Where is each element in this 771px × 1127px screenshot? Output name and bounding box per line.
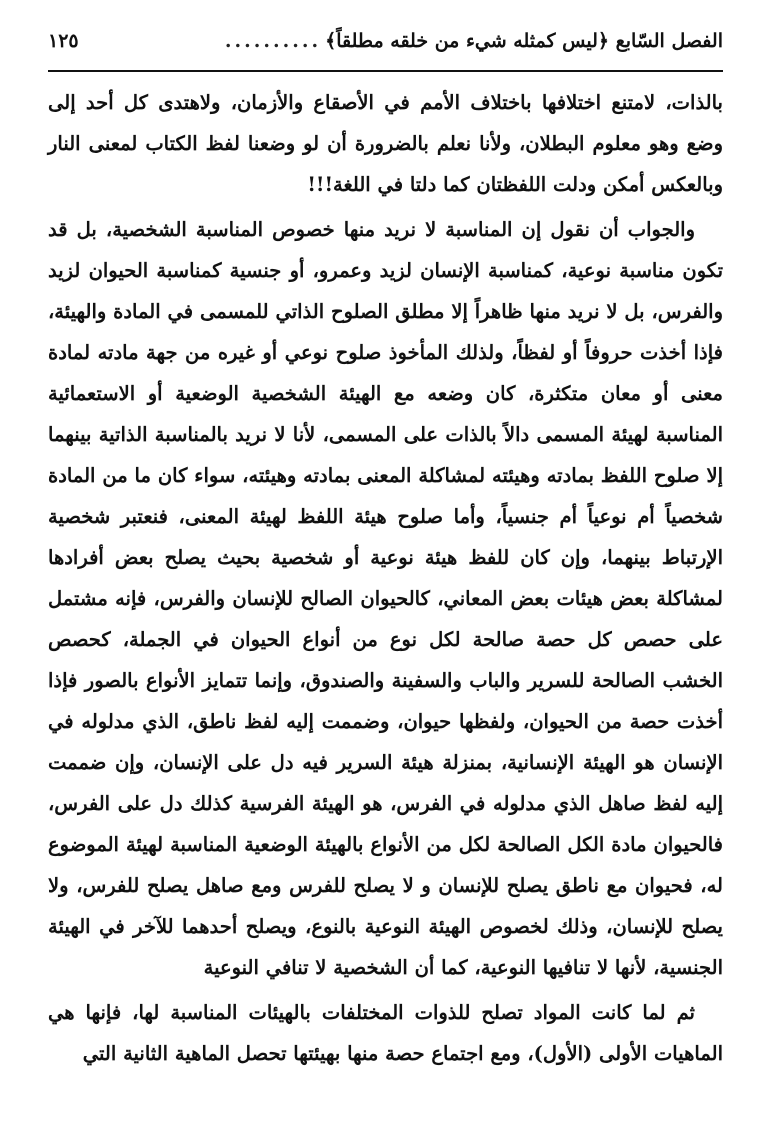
- running-head: [48, 30, 723, 70]
- chapter-title: الفصل السّابع ﴿ليس كمثله شيء من خلقه مطلقاً﴾: [325, 30, 723, 52]
- paragraph-answer: والجواب أن نقول إن المناسبة لا نريد منها خصوص المناسبة الشخصية، بل قد تكون مناسبة نوعية، كمناسبة الإنسان لزيد وعمرو، أو جنسية كمناسبة الحيوان لزيد والفرس، بل لا نريد منها ظاهراً إلا مطلق الصلوح الذاتي للمسمى في المادة والهيئة، فإذا أخذت حروفاً أو لفظاً، ولذلك المأخوذ صلوح نوعي أو غيره من جهة مادته لمادة معنى أو معان متكثرة، كان وضعه مع الهيئة الشخصية الوضعية أو الاستعمائية المناسبة لهيئة المسمى دالاً بالذات على المسمى، لأنا لا نريد بالمناسبة الذاتية بينهما إلا صلوح اللفظ بمادته وهيئته لمشاكلة المعنى بمادته وهيئته، سواء كان ما من المادة شخصياً أم نوعياً أم جنسياً، وأما صلوح هيئة اللفظ لهيئة المعنى، فنعتبر شخصية الإرتباط بينهما، وإن كان للفظ هيئة نوعية أو شخصية بحيث يصلح بعض أفرادها لمشاكلة بعض هيئات بعض المعاني، كالحيوان الصالح للإنسان والفرس، فإنه مشتمل على حصص كل حصة صالحة لكل نوع من أنواع الحيوان في الجملة، كحصص الخشب الصالحة للسرير والباب والسفينة والصندوق، وإنما تتمايز الأنواع بالصور فإذا أخذت حصة من الحيوان، ولفظها حيوان، وضممت إليه لفظ ناطق، الذي مدلوله في الإنسان هو الهيئة الإنسانية، بمنزلة هيئة السرير فيه دل على الإنسان، وإن ضممت إليه لفظ صاهل الذي مدلوله في الفرس، هو الهيئة الفرسية كذلك دل على الفرس، فالحيوان مادة الكل الصالحة لكل من الأنواع بالهيئة الوضعية المناسبة لهيئة الموضوع له، فحيوان مع ناطق يصلح للإنسان و لا يصلح للفرس ومع صاهل يصلح للفرس، ولا يصلح للإنسان، وذلك لخصوص الهيئة النوعية بالنوع، ويصلح أحدهما للآخر في الهيئة الجنسية، لأنها لا تنافيها النوعية، كما أن الشخصية لا تنافي النوعية: [48, 218, 723, 979]
- body-text: [48, 82, 723, 1074]
- header-rule: [48, 70, 723, 72]
- paragraph-continued: بالذات، لامتنع اختلافها باختلاف الأمم في الأصقاع والأزمان، ولاهتدى كل أحد إلى وضع وهو معلوم البطلان، ولأنا نعلم بالضرورة أن لو وضعنا لفظ الكتاب لمعنى النار وبالعكس أمكن ودلت اللفظتان كما دلتا في اللغة!!!: [48, 91, 723, 196]
- paragraph-materials: ثم لما كانت المواد تصلح للذوات المختلفات بالهيئات المناسبة لها، فإنها هي الماهيات الأولى (الأول)، ومع اجتماع حصة منها بهيئتها تحصل الماهية الثانية التي: [48, 1001, 723, 1065]
- dot-leader: ..........: [224, 30, 322, 52]
- page-number: ١٢٥: [48, 30, 79, 52]
